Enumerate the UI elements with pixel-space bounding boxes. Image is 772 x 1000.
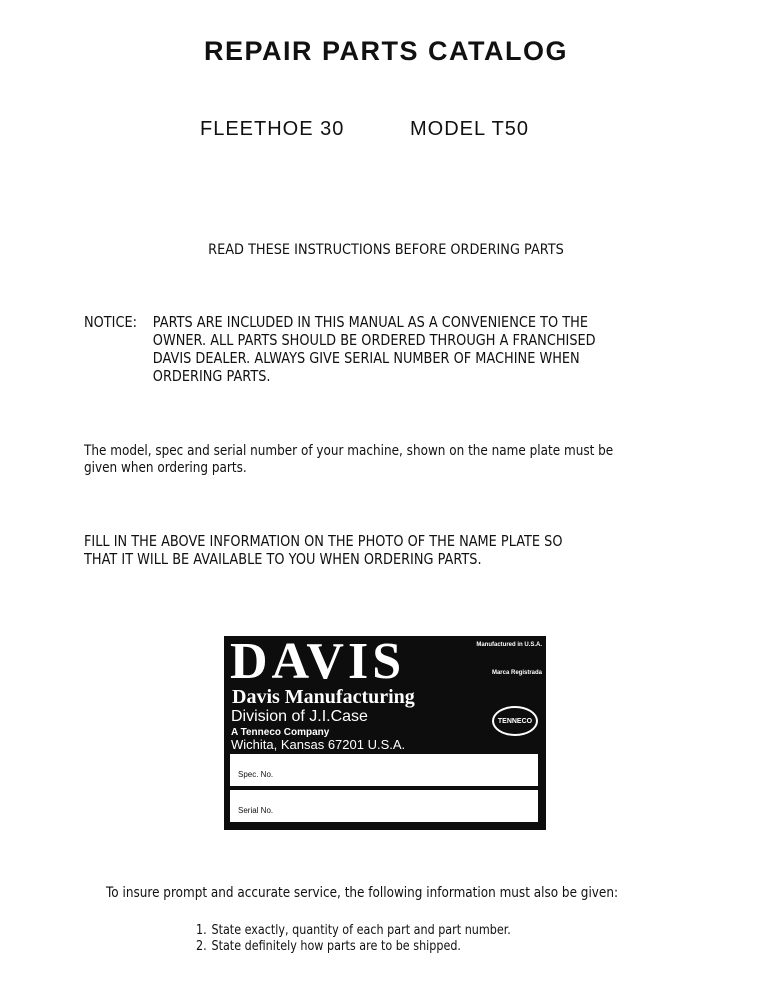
list-text: State exactly, quantity of each part and part number.: [211, 923, 511, 938]
notice-block: [84, 313, 634, 385]
instruction-heading: READ THESE INSTRUCTIONS BEFORE ORDERING PARTS: [208, 242, 564, 258]
product-name: FLEETHOE 30: [200, 118, 345, 140]
model-paragraph-line: given when ordering parts.: [84, 460, 247, 476]
parent-company: A Tenneco Company: [231, 727, 330, 738]
model-paragraph: [84, 443, 669, 477]
notice-line: ORDERING PARTS.: [152, 367, 271, 385]
fill-paragraph-line: THAT IT WILL BE AVAILABLE TO YOU WHEN ORDERING PARTS.: [84, 550, 482, 568]
insure-text: To insure prompt and accurate service, the following information must also be given:: [106, 885, 619, 901]
address-text: Wichita, Kansas 67201 U.S.A.: [231, 737, 406, 752]
spec-number-field[interactable]: [230, 754, 538, 786]
list-number: 2.: [196, 939, 207, 954]
tenneco-badge-icon: [492, 706, 538, 736]
notice-line: OWNER. ALL PARTS SHOULD BE ORDERED THROUGH A FRANCHISED: [152, 331, 596, 349]
manufactured-mark: Manufactured in U.S.A.: [476, 642, 542, 648]
list-text: State definitely how parts are to be shipped.: [211, 939, 461, 954]
notice-label: NOTICE:: [84, 313, 137, 331]
list-item: [196, 939, 511, 955]
model-number: MODEL T50: [410, 118, 530, 140]
serial-label: Serial No.: [238, 806, 274, 815]
catalog-title: REPAIR PARTS CATALOG: [204, 36, 568, 66]
requirements-list: [196, 923, 511, 955]
notice-line: DAVIS DEALER. ALWAYS GIVE SERIAL NUMBER OF MACHINE WHEN: [152, 349, 580, 367]
fill-paragraph-line: FILL IN THE ABOVE INFORMATION ON THE PHOTO OF THE NAME PLATE SO: [84, 532, 563, 550]
spec-label: Spec. No.: [238, 770, 274, 779]
notice-line: PARTS ARE INCLUDED IN THIS MANUAL AS A CONVENIENCE TO THE: [152, 313, 588, 331]
fill-paragraph: [84, 532, 686, 568]
serial-number-field[interactable]: [230, 790, 538, 822]
badge-label: TENNECO: [497, 717, 533, 725]
name-plate: [224, 636, 546, 830]
list-number: 1.: [196, 923, 207, 938]
division-text: Division of J.I.Case: [231, 708, 368, 725]
registered-mark: Marca Registrada: [491, 670, 542, 676]
davis-logo: DAVIS: [230, 636, 406, 690]
manufacturer-name: Davis Manufacturing: [232, 686, 415, 708]
model-paragraph-line: The model, spec and serial number of your machine, shown on the name plate must be: [84, 443, 614, 459]
list-item: [196, 923, 511, 939]
